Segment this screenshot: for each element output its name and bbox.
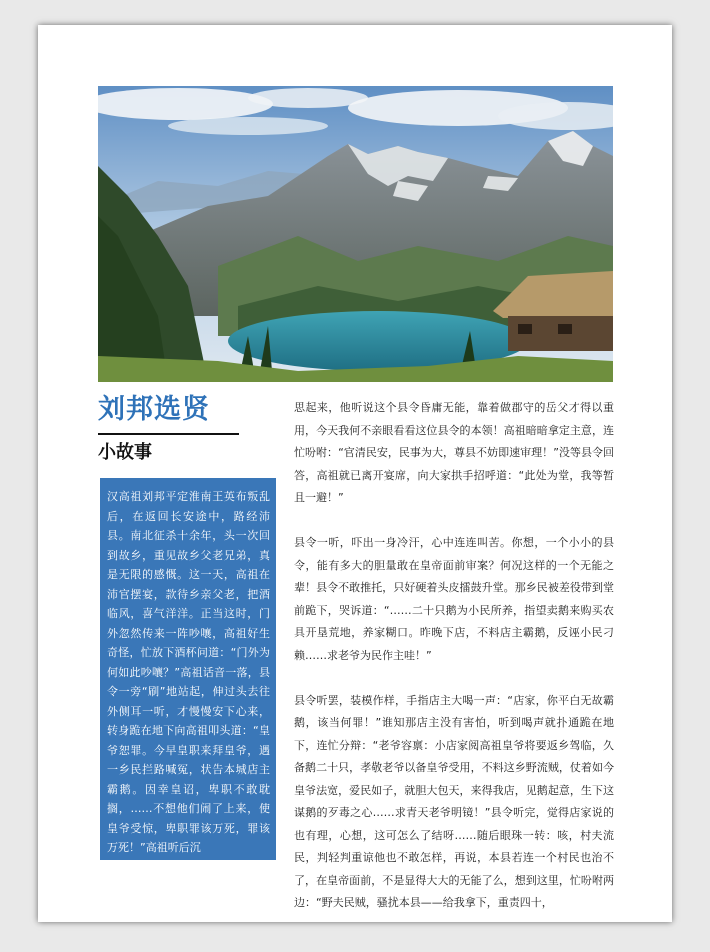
body-paragraph: 县令一听，吓出一身冷汗，心中连连叫苦。你想，一个小小的县令，能有多大的胆量敢在皇帝面前审案？何况这样的一个无能之辈！县令不敢推托，只好硬着头皮擂鼓升堂。那乡民被差役带到堂前跪下，哭诉道：“……二十只鹅为小民所养，指望卖鹅来购买农具开垦荒地，养家糊口。昨晚下店，不料店主霸鹅，反诬小民刁赖……求老爷为民作主哇！”	[294, 536, 614, 662]
body-paragraph: 县令听罢，装模作样，手指店主大喝一声：“店家，你平白无故霸鹅，该当何罪！”谁知那店主没有害怕，听到喝声就扑通跪在地下，连忙分辩：“老爷容禀：小店家阅高祖皇爷将要返乡驾临，久备鹅二十只，孝敬老爷以备皇爷受用，不料这乡野流贼，仗着如今皇爷法宽，爱民如子，就胆大包天，来得我店，见鹅起意，生下这谋鹅的歹毒之心……求青天老爷明镜！”县令听完，觉得店家说的也有理，心想，这可怎么了结呀……随后眼珠一转：咳，村夫流民，判轻判重谅他也不敢怎样，再说，本县若连一个村民也治不了，在皇帝面前，不是显得大大的无能了么，想到这里，忙吩咐两边：“野夫民贼，骚扰本县——给我拿下，重责四十，	[294, 693, 614, 909]
title-divider	[98, 433, 239, 435]
body-column	[294, 397, 614, 937]
body-paragraph: 思起来，他听说这个县令昏庸无能，靠着做郡守的岳父才得以重用，今天我何不亲眼看看这位县令的本领！高祖暗暗拿定主意，连忙吩咐：“官清民安，民事为大，尊县不妨即速审理！”没等县令回答，高祖就已离开宴席，向大家拱手招呼道：“此处为堂，我等暂且一避！”	[294, 401, 614, 504]
sidebar-text: 汉高祖刘邦平定淮南王英布叛乱后，在返回长安途中，路经沛县。南北征杀十余年，头一次回到故乡，重见故乡父老兄弟，真是无限的感慨。这一天，高祖在沛官摆宴，款待乡亲父老，把酒临风，喜气洋洋。正当这时，门外忽然传来一阵吵嚷，高祖好生奇怪，忙放下酒杯问道：“门外为何如此吵嚷？”高祖话音一落，县令一旁“刷”地站起，伸过头去往外侧耳一听，才慢慢安下心来，转身跪在地下向高祖叩头道：“皇爷恕罪。今早皇职来拜皇爷，遇一乡民拦路喊冤，状告本城店主霸鹅。因幸皇诏，卑职不敢耽搁，……不想他们闹了上来，使皇爷受惊，卑职罪该万死，罪该万死！”高祖听后沉	[107, 490, 270, 854]
document-page	[38, 25, 672, 922]
sidebar-text-box	[100, 478, 276, 860]
landscape-image	[98, 86, 613, 382]
article-subtitle: 小故事	[98, 442, 152, 463]
mountain-lake-photo	[98, 86, 613, 382]
article-title: 刘邦选贤	[98, 394, 210, 425]
